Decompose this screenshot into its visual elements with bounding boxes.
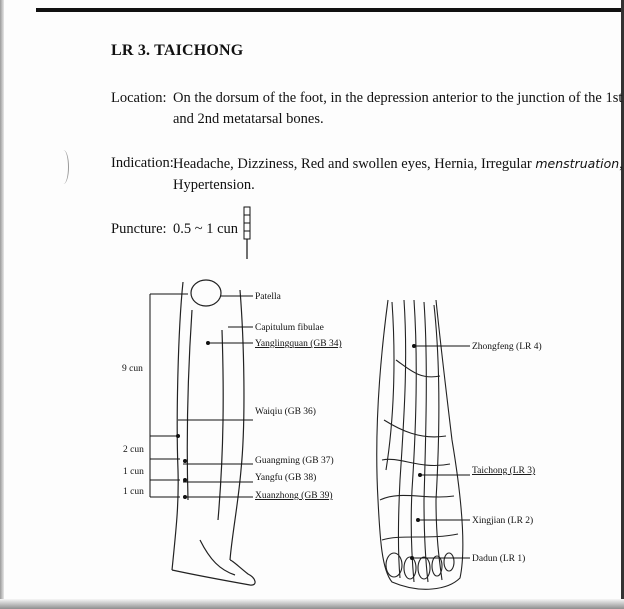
puncture-label: Puncture: [111,221,167,237]
indication-text-main: Headache, Dizziness, Red and swollen eyes, Hernia, Irregular [173,156,536,172]
indication-label: Indication: [111,155,174,171]
tendon-line-1 [386,302,394,470]
location-text: On the dorsum of the foot, in the depression anterior to the junction of the 1st and 2nd metatarsal bones. [173,90,623,127]
vessel-line-4 [396,360,440,377]
puncture-text: 0.5 ~ 1 cun [173,221,239,237]
label-taichong: Taichong (LR 3) [472,466,536,476]
acupoint-taichong [418,473,422,477]
measure-one-cun-a: 1 cun [123,467,144,477]
toe-5 [444,553,454,571]
label-capitulum: Capitulum fibulae [255,323,324,333]
tendon-line-3 [411,300,416,582]
tendon-line-2 [399,300,406,578]
acupoint-xingjian [416,518,420,522]
tendon-line-4 [424,302,428,582]
measure-one-cun-b: 1 cun [123,487,144,497]
location-label: Location: [111,90,167,106]
label-waiqiu: Waiqiu (GB 36) [255,407,316,417]
measure-two-cun: 2 cun [123,445,144,455]
measure-nine-cun: 9 cun [122,364,143,374]
label-yangfu: Yangfu (GB 38) [255,473,317,483]
toe-3 [418,557,430,579]
label-yanglingquan: Yanglingquan (GB 34) [255,339,342,349]
indication-text-end: , Hypertension. [173,156,623,193]
vessel-line-2 [382,459,450,465]
label-zhongfeng: Zhongfeng (LR 4) [472,342,542,352]
label-xuanzhong: Xuanzhong (GB 39) [255,491,333,501]
acupoint-zhongfeng [412,344,416,348]
label-patella: Patella [255,292,281,302]
label-dadun: Dadun (LR 1) [472,554,526,564]
label-guangming: Guangming (GB 37) [255,456,334,466]
acupoint-dadun [410,556,414,560]
label-xingjian: Xingjian (LR 2) [472,516,534,526]
toe-2 [404,557,416,579]
vessel-line-5 [382,534,458,540]
indication-handwritten-word: menstruation [535,156,620,171]
vessel-line-3 [380,495,454,500]
page-title: LR 3. TAICHONG [111,42,244,59]
